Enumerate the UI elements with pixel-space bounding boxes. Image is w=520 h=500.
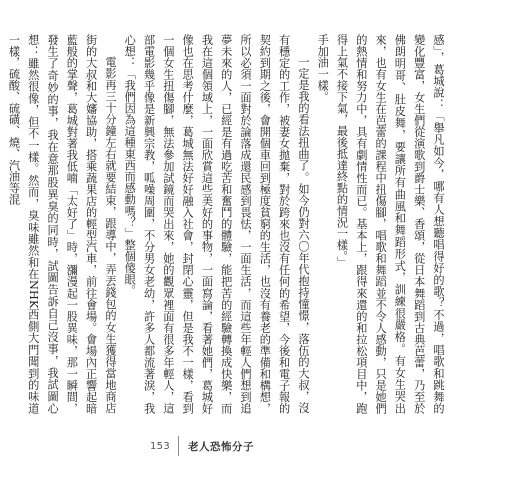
footer-divider	[178, 436, 179, 456]
body-paragraph-4: 電影再三十分鐘左右就要結束，跟導中，弄丟錢包的女生獲得當地商店街的大叔和大嬸協助，搭乘蔬果店的輕型汽車，前往會場。會場內正響起暗藍般的掌聲，葛城對著我低喃「太好了」時，瀰漫起一股異味，那一瞬間，發生了奇妙的事，我在意那股異臭的同時，試圖告訴自己沒事，我試圖心想：雖然很像，但不一樣。然而，臭味雖然和在NHK西側大門聞到的味道一樣，硫酸、硫磺、燒、汽油等混	[7, 34, 117, 414]
body-paragraph-1: 感」，葛城說：「舉凡如今，哪有人想聽唱得好的歌？不過，唱歌和跳舞的變化豐富，女生們從演歌到爵士樂、香頌，從日本舞蹈到古典芭蕾，乃至於佛朗明哥、肚皮舞，要讓所有曲風和舞蹈形式，訓練很嚴格。有女生哭出來，也有女生在芭蕾的課程中扭傷腳，唱歌和舞蹈並不令人感動，只是她們的熱情和努力中，具有劇情性而已。基本上，跟得來還的和拉松項目中，跑得上氣不接下氣，最後抵達終點的情況一樣。」	[335, 34, 445, 414]
page-number: 153	[150, 440, 170, 452]
vertical-body-text	[7, 34, 448, 414]
body-paragraph-2: 手加油一樣。	[316, 34, 330, 103]
body-paragraph-3: 一定是我的看法扭曲了。如今仍對六〇年代抱持憧憬，落伍的大叔，沒有穩定的工作，被妻女拋棄，對於跨來也沒有任何的希望，今後和電子報的契約到期之後，會開個車回到極度貧窮的生活，也沒有養老的準備和構想，所以必須一面對於論落成還民感到畏怯，一面生活，而這些年輕人們想到追夢未來的人，已經是有過吃苦和奮鬥的體驗，能把苦的經驗轉換成快樂，而我在這個領域上，一面欣賞這些美好的事物，一面寫論，看著她們，葛城好像也在思考什麼，葛城無法好好融入社會，封閉心靈，但是我不一樣，看到一個女生扭傷腳，無法參加試鏡而哭出來，她的觀眾裡面有很多年輕人，這部電影幾乎像是新興宗教，呱噪周圍，不分男女老幼，許多人都流著淚，我心想：「我們因為這種東西而感動嗎？」整個傻眼。	[123, 34, 310, 414]
book-title: 老人恐怖分子	[188, 440, 254, 453]
page-footer	[150, 435, 254, 457]
